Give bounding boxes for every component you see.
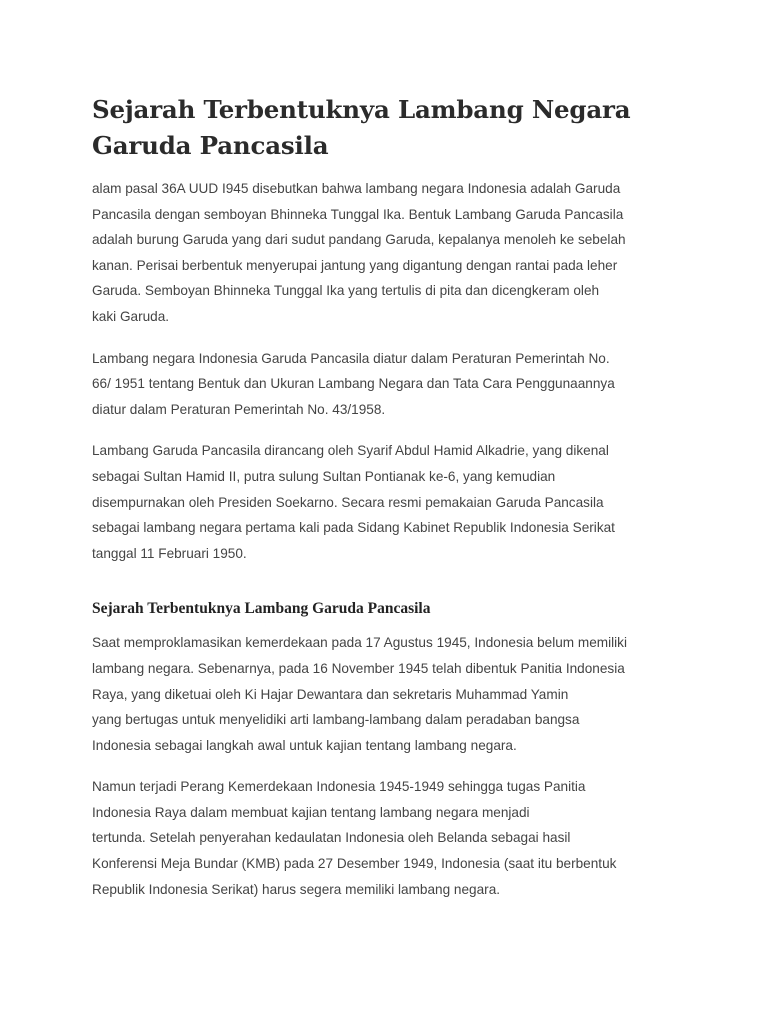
paragraph-3: Lambang Garuda Pancasila dirancang oleh Syarif Abdul Hamid Alkadrie, yang dikenal sebagai Sultan Hamid II, putra sulung Sultan Pontianak ke-6, yang kemudian disempurnakan oleh Presiden Soekarno. Secara resmi pemakaian Garuda Pancasila sebagai lambang negara pertama kali pada Sidang Kabinet Republik Indonesia Serikat tanggal 11 Februari 1950. <box>92 443 615 561</box>
section-heading: Sejarah Terbentuknya Lambang Garuda Pancasila <box>92 600 431 618</box>
section-paragraph-1: Saat memproklamasikan kemerdekaan pada 17 Agustus 1945, Indonesia belum memiliki lambang negara. Sebenarnya, pada 16 November 1945 telah dibentuk Panitia Indonesia Raya, yang diketuai oleh Ki Hajar Dewantara dan sekretaris Muhammad Yamin yang bertugas untuk menyelidiki arti lambang-lambang dalam peradaban bangsa Indonesia sebagai langkah awal untuk kajian tentang lambang negara. <box>92 635 627 753</box>
article-title: Sejarah Terbentuknya Lambang Negara Garuda Pancasila <box>92 95 631 160</box>
section-paragraph-2: Namun terjadi Perang Kemerdekaan Indonesia 1945-1949 sehingga tugas Panitia Indonesia Raya dalam membuat kajian tentang lambang negara menjadi tertunda. Setelah penyerahan kedaulatan Indonesia oleh Belanda sebagai hasil Konferensi Meja Bundar (KMB) pada 27 Desember 1949, Indonesia (saat itu berbentuk Republik Indonesia Serikat) harus segera memiliki lambang negara. <box>92 779 617 897</box>
paragraph-2: Lambang negara Indonesia Garuda Pancasila diatur dalam Peraturan Pemerintah No. 66/ 1951 tentang Bentuk dan Ukuran Lambang Negara dan Tata Cara Penggunaannya diatur dalam Peraturan Pemerintah No. 43/1958. <box>92 350 615 417</box>
article <box>92 92 682 918</box>
paragraph-1: alam pasal 36A UUD I945 disebutkan bahwa lambang negara Indonesia adalah Garuda Pancasila dengan semboyan Bhinneka Tunggal Ika. Bentuk Lambang Garuda Pancasila adalah burung Garuda yang dari sudut pandang Garuda, kepalanya menoleh ke sebelah kanan. Perisai berbentuk menyerupai jantung yang digantung dengan rantai pada leher Garuda. Semboyan Bhinneka Tunggal Ika yang tertulis di pita dan dicengkeram oleh kaki Garuda. <box>92 181 626 324</box>
